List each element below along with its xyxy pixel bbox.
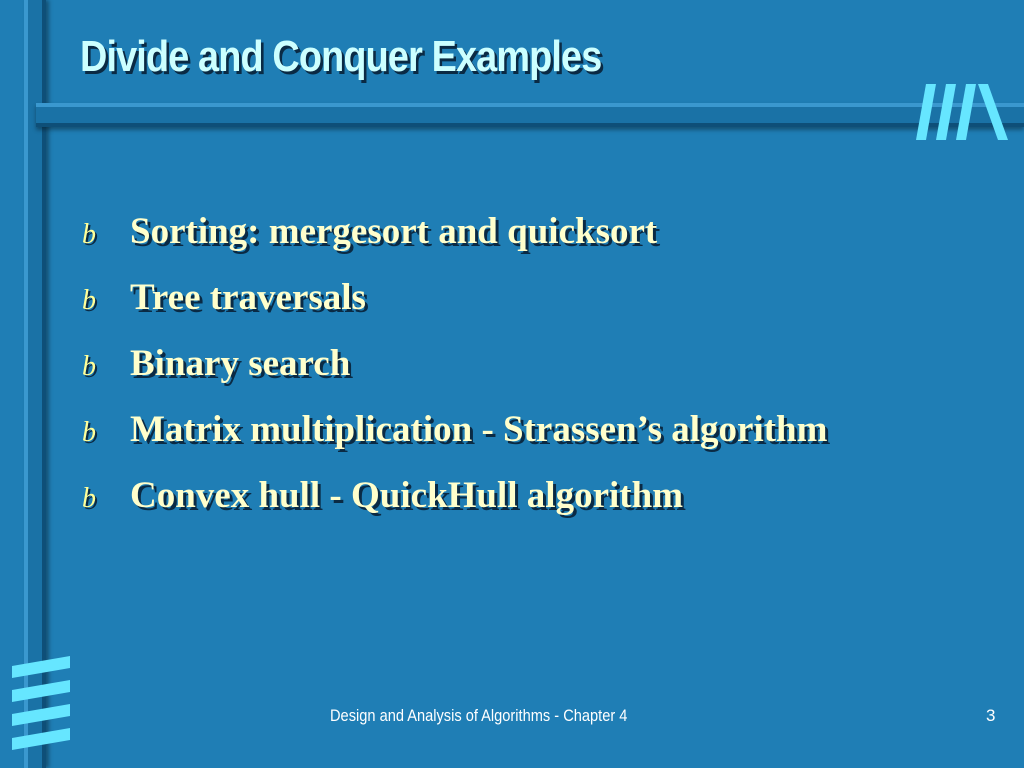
- bullet-icon: b: [82, 285, 96, 316]
- bullet-icon: b: [82, 219, 96, 250]
- bullet-icon: b: [82, 417, 96, 448]
- list-item: [82, 474, 827, 540]
- bullet-icon: b: [82, 351, 96, 382]
- bullet-text: Binary search: [130, 343, 351, 384]
- bullet-text: Matrix multiplication - Strassen’s algorithm: [130, 409, 828, 450]
- stacked-chevrons-logo-icon: [4, 656, 76, 756]
- page-number: 3: [986, 706, 996, 725]
- slanted-stripes-logo-icon: [912, 80, 1012, 144]
- slide-footer: Design and Analysis of Algorithms - Chapter 4: [330, 706, 628, 725]
- bullet-text: Sorting: mergesort and quicksort: [130, 211, 658, 252]
- slide-title: Divide and Conquer Examples: [80, 32, 602, 81]
- bullet-text: Convex hull - QuickHull algorithm: [130, 475, 684, 516]
- list-item: [82, 342, 827, 408]
- bullet-text: Tree traversals: [130, 277, 366, 318]
- title-underline-bar: [36, 103, 1024, 127]
- bullet-list: [82, 210, 827, 540]
- list-item: [82, 276, 827, 342]
- list-item: [82, 210, 827, 276]
- list-item: [82, 408, 827, 474]
- bullet-icon: b: [82, 483, 96, 514]
